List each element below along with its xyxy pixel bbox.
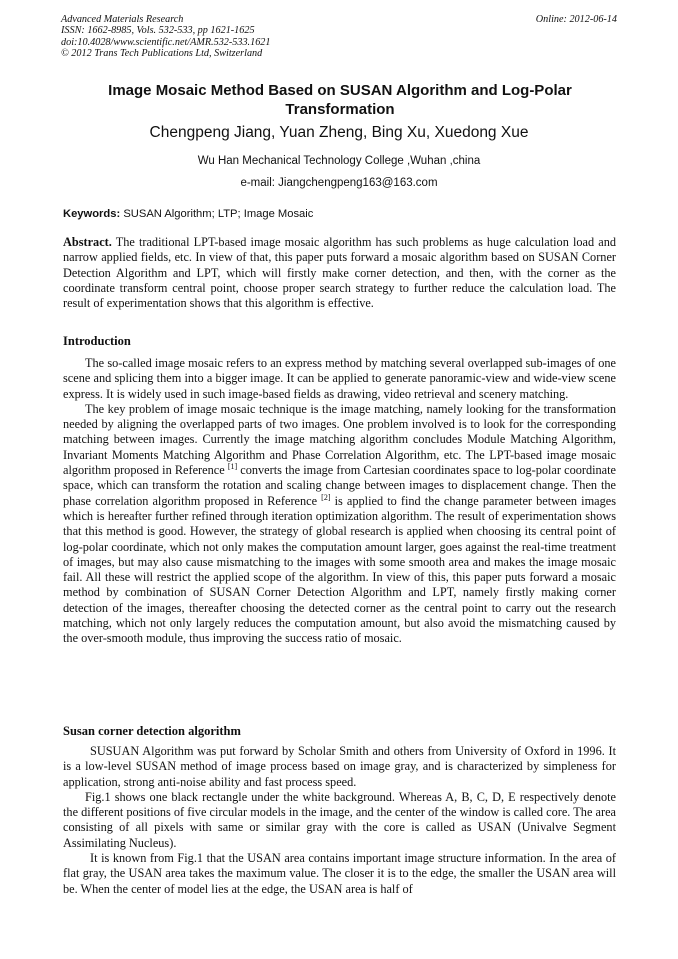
- citation-ref-1: [1]: [227, 462, 238, 472]
- paper-title: Image Mosaic Method Based on SUSAN Algorithm and Log-Polar Transformation: [108, 82, 572, 118]
- copyright-line: © 2012 Trans Tech Publications Ltd, Switzerland: [61, 47, 263, 59]
- journal-header: [61, 14, 617, 59]
- affiliation: Wu Han Mechanical Technology College ,Wuhan ,china: [197, 155, 481, 167]
- susan-paragraph-2: Fig.1 shows one black rectangle under the white background. Whereas A, B, C, D, E respectively denote the different positions of five circular models in the image, and the center of the window is called core. The area consisting of all pixels with same or similar gray with the core is called as USAN (Univalve Segment Assimilating Nucleus).: [63, 789, 616, 850]
- author-email: e-mail: Jiangchengpeng163@163.com: [240, 177, 438, 189]
- intro-p2-part-a: The key problem of image mosaic technique is the image matching, namely looking for the transformation needed by aligning the overlapped parts of two images. One problem involved is to look for the corresponding matching between images. Currently the image matching algorithm concludes Module Matching Algorithm, Invariant Moments Matching Algorithm and Phase Correlation Algorithm, etc. The LPT-based image mosaic algorithm proposed in Reference: [63, 401, 616, 478]
- abstract-text: The traditional LPT-based image mosaic algorithm has such problems as huge calculation load and narrow applied fields, etc. In view of that, this paper puts forward a mosaic algorithm based on SUSAN Corner Detection Algorithm and LPT, which will firstly make corner detection, and then, with the corner as the coordinate transform central point, choose proper search strategy to further reduce the calculation load. The result of experimentation shows that this algorithm is effective.: [63, 235, 616, 311]
- intro-paragraph-2: [63, 402, 616, 647]
- susan-paragraph-3: It is known from Fig.1 that the USAN area contains important image structure information. In the area of flat gray, the USAN area takes the maximum value. The closer it is to the edge, the smaller the USAN area will be. When the center of model lies at the edge, the USAN area is half of: [63, 851, 616, 896]
- keywords-label: Keywords:: [63, 208, 121, 220]
- abstract: [63, 235, 616, 311]
- introduction-heading: Introduction: [63, 334, 131, 348]
- issn-line: ISSN: 1662-8985, Vols. 532-533, pp 1621-1625: [61, 25, 255, 37]
- abstract-label: Abstract.: [63, 235, 112, 249]
- doi-line: doi:10.4028/www.scientific.net/AMR.532-533.1621: [61, 36, 271, 48]
- affiliation-block: [60, 150, 618, 194]
- intro-paragraph-1: The so-called image mosaic refers to an express method by matching several overlapped sub-images of one scene and splicing them into a bigger image. It can be applied to generate panoramic-view and wide-view scene express. It is widely used in such image-based fields as drawing, video retrieval and scenery matching.: [63, 356, 616, 401]
- susan-heading: Susan corner detection algorithm: [63, 724, 241, 738]
- journal-name: Advanced Materials Research: [61, 14, 184, 25]
- intro-p2-part-c: is applied to find the change parameter between images which is hereafter further refined through iteration optimization algorithm. The result of experimentation shows that this method is good. However, the strategy of global research is applied when choosing its central point of log-polar coordinate, which not only makes the computation amount larger, goes against the real-time treatment of images, but may also cause mismatching to the images with some smooth area and makes the image mosaic fail. All these will restrict the applied scope of the algorithm. In view of this, this paper puts forward a mosaic method by combination of SUSAN Corner Detection Algorithm and LPT, namely firstly making corner detection of the images, thereafter choosing the detected corner as the central point to carry out the research matching, which not only largely reduces the computation amount, but also avoid the mismatching caused by the over-smooth module, thus improving the success ratio of mosaic.: [63, 493, 616, 646]
- susan-body: [63, 744, 616, 897]
- intro-p2-part-b: converts the image from Cartesian coordinates space to log-polar coordinate space, which can transform the rotation and scaling change between images to displacement change. Then the phase correlation algorithm proposed in Reference: [63, 463, 617, 508]
- citation-ref-2: [2]: [321, 492, 331, 502]
- keywords-line: [63, 207, 616, 221]
- introduction-body: [63, 356, 616, 647]
- keywords-text: SUSAN Algorithm; LTP; Image Mosaic: [123, 208, 314, 220]
- author-list: Chengpeng Jiang, Yuan Zheng, Bing Xu, Xuedong Xue: [149, 124, 529, 141]
- online-date: Online: 2012-06-14: [535, 14, 617, 25]
- susan-paragraph-1: SUSUAN Algorithm was put forward by Scholar Smith and others from University of Oxford in 1996. It is a low-level SUSAN method of image process based on image gray, and is characterized by simpleness for application, strong anti-noise ability and fast process speed.: [63, 744, 616, 789]
